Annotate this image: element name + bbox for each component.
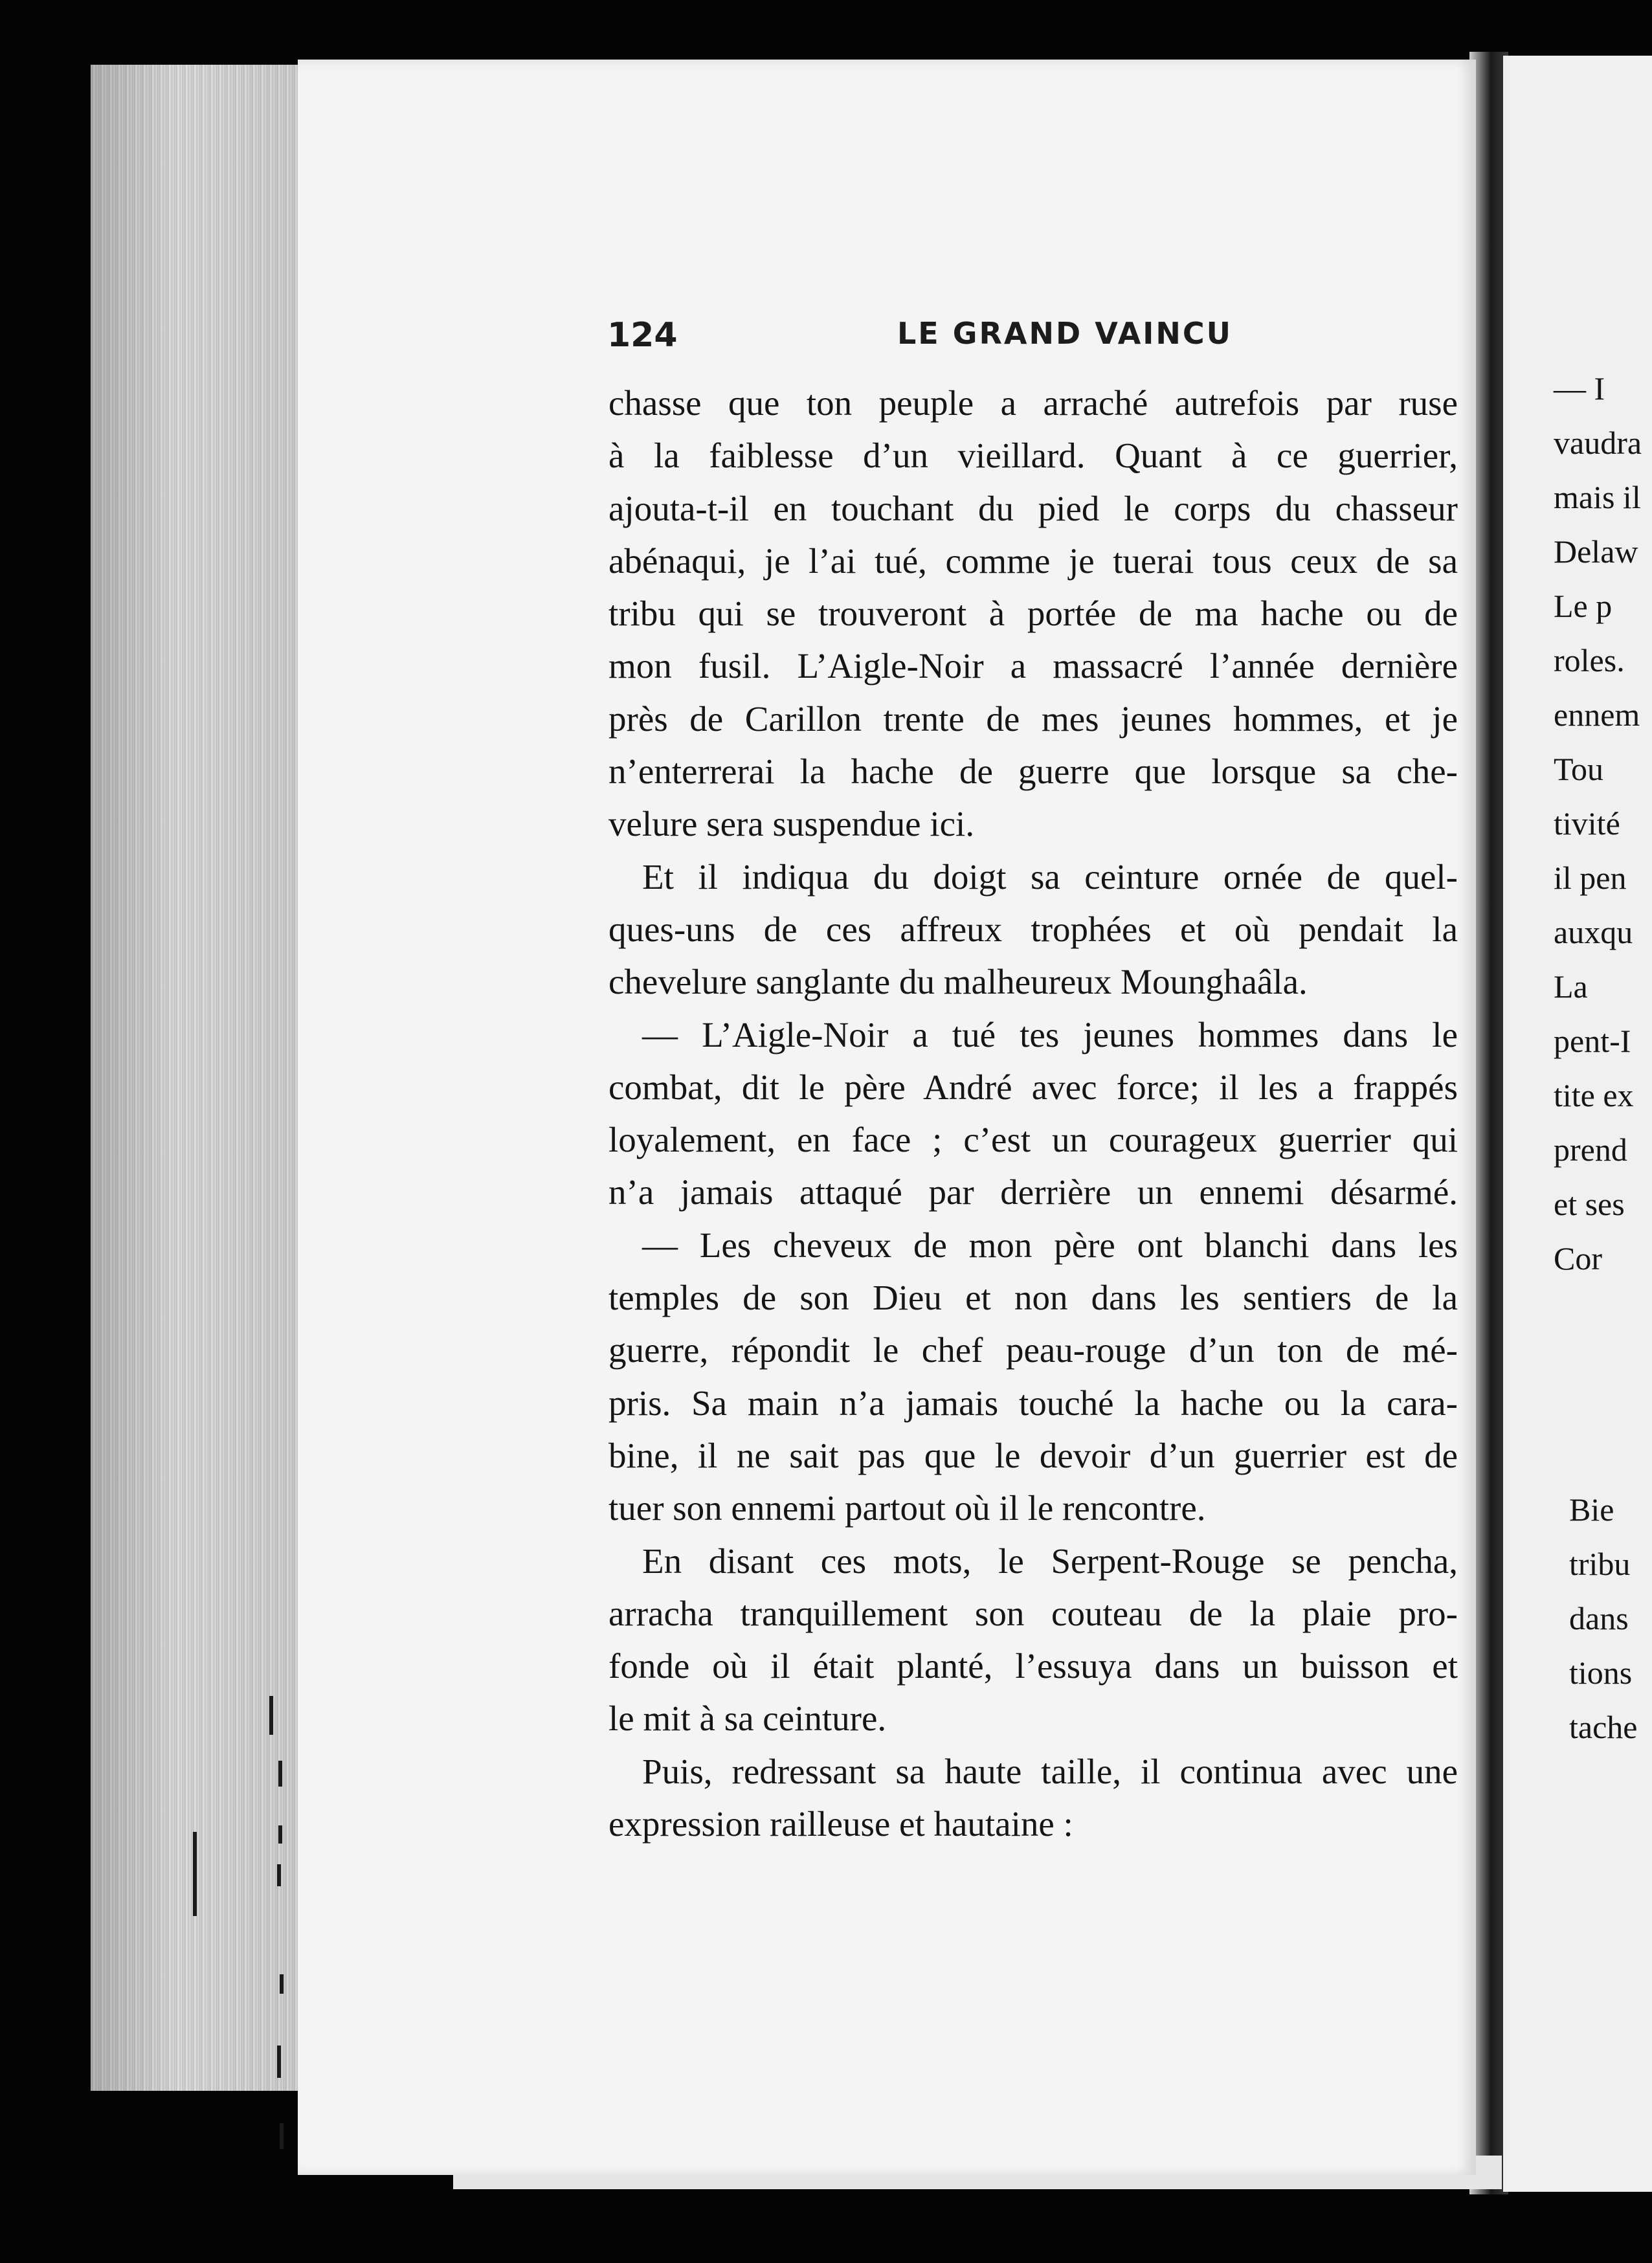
text-line: le mit à sa ceinture. bbox=[608, 1699, 887, 1739]
text-line: ques-uns de ces affreux trophées et où pendait la bbox=[608, 909, 1458, 949]
page-header bbox=[607, 316, 1436, 355]
next-page-line: Cor bbox=[1554, 1240, 1602, 1276]
next-page-line: tache bbox=[1569, 1709, 1638, 1745]
next-page-line: ennem bbox=[1554, 697, 1640, 733]
text-line: pris. Sa main n’a jamais touché la hache ou la cara- bbox=[608, 1383, 1458, 1423]
next-page-line: — I bbox=[1554, 370, 1605, 407]
next-page-line: Bie bbox=[1569, 1491, 1614, 1528]
edge-mark bbox=[277, 2046, 281, 2078]
text-line: — L’Aigle-Noir a tué tes jeunes hommes dans le bbox=[642, 1014, 1458, 1054]
edge-mark bbox=[193, 1832, 197, 1916]
edge-mark bbox=[277, 1864, 281, 1886]
text-line: Et il indiqua du doigt sa ceinture ornée de quel- bbox=[642, 856, 1458, 897]
text-line: bine, il ne sait pas que le devoir d’un guerrier est de bbox=[608, 1435, 1458, 1475]
text-line: velure sera suspendue ici. bbox=[608, 804, 975, 844]
text-line: combat, dit le père André avec force; il les a frappés bbox=[608, 1067, 1458, 1107]
next-page-line: tivité bbox=[1554, 805, 1620, 842]
page-edge-stack bbox=[91, 65, 306, 2091]
text-line: arracha tranquillement son couteau de la plaie pro- bbox=[608, 1593, 1458, 1633]
text-line: n’enterrerai la hache de guerre que lorsque sa che- bbox=[608, 752, 1458, 792]
edge-shading bbox=[91, 65, 304, 2091]
text-line: temples de son Dieu et non dans les sentiers de la bbox=[608, 1278, 1458, 1318]
text-line: — Les cheveux de mon père ont blanchi dans les bbox=[642, 1225, 1458, 1265]
page-number: 124 bbox=[607, 316, 678, 355]
next-page-line: tribu bbox=[1569, 1546, 1631, 1582]
next-page-line: Delaw bbox=[1554, 533, 1638, 570]
next-page-text-bottom bbox=[1569, 1482, 1637, 1754]
next-page-line: dans bbox=[1569, 1600, 1629, 1636]
text-line: chasse que ton peuple a arraché autrefois par ruse bbox=[608, 383, 1458, 423]
text-line: abénaqui, je l’ai tué, comme je tuerai tous ceux de sa bbox=[608, 541, 1458, 581]
next-page-line: La bbox=[1554, 968, 1588, 1005]
text-line: près de Carillon trente de mes jeunes hommes, et je bbox=[608, 698, 1458, 739]
next-page-line: roles. bbox=[1554, 642, 1625, 678]
next-page-line: Le p bbox=[1554, 588, 1613, 624]
edge-mark bbox=[280, 2123, 284, 2149]
next-page-text-top bbox=[1554, 361, 1642, 1286]
next-page-line: tite ex bbox=[1554, 1077, 1634, 1113]
next-page-line: auxqu bbox=[1554, 914, 1633, 950]
next-page-line: et ses bbox=[1554, 1186, 1625, 1222]
text-line: n’a jamais attaqué par derrière un ennemi désarmé. bbox=[608, 1172, 1458, 1212]
text-line: chevelure sanglante du malheureux Mounghaâla. bbox=[608, 962, 1308, 1002]
next-page-line: vaudra bbox=[1554, 425, 1642, 461]
edge-mark bbox=[269, 1696, 273, 1735]
text-line: mon fusil. L’Aigle-Noir a massacré l’année dernière bbox=[608, 646, 1458, 686]
text-line: En disant ces mots, le Serpent-Rouge se pencha, bbox=[642, 1541, 1458, 1581]
text-line: fonde où il était planté, l’essuya dans un buisson et bbox=[608, 1646, 1458, 1686]
text-line: à la faiblesse d’un vieillard. Quant à ce guerrier, bbox=[608, 436, 1458, 476]
next-page-line: prend bbox=[1554, 1132, 1627, 1168]
text-line: tuer son ennemi partout où il le rencontre. bbox=[608, 1488, 1206, 1528]
next-page-line: mais il bbox=[1554, 479, 1641, 515]
text-line: guerre, répondit le chef peau-rouge d’un ton de mé- bbox=[608, 1330, 1458, 1370]
next-page-line: Tou bbox=[1554, 751, 1604, 787]
text-line: ajouta-t-il en touchant du pied le corps du chasseur bbox=[608, 488, 1458, 528]
next-page-line: pent-I bbox=[1554, 1023, 1631, 1059]
edge-mark bbox=[278, 1825, 282, 1844]
text-line: expression railleuse et hautaine : bbox=[608, 1804, 1073, 1844]
next-page-line: tions bbox=[1569, 1655, 1633, 1691]
text-line: Puis, redressant sa haute taille, il continua avec une bbox=[642, 1751, 1458, 1791]
running-title: LE GRAND VAINCU bbox=[897, 316, 1233, 351]
edge-mark bbox=[280, 1974, 284, 1994]
text-line: loyalement, en face ; c’est un courageux guerrier qui bbox=[608, 1120, 1458, 1160]
next-page-line: il pen bbox=[1554, 860, 1627, 896]
page-body-text bbox=[608, 377, 1458, 1850]
text-line: tribu qui se trouveront à portée de ma hache ou de bbox=[608, 594, 1458, 634]
edge-mark bbox=[278, 1761, 282, 1787]
